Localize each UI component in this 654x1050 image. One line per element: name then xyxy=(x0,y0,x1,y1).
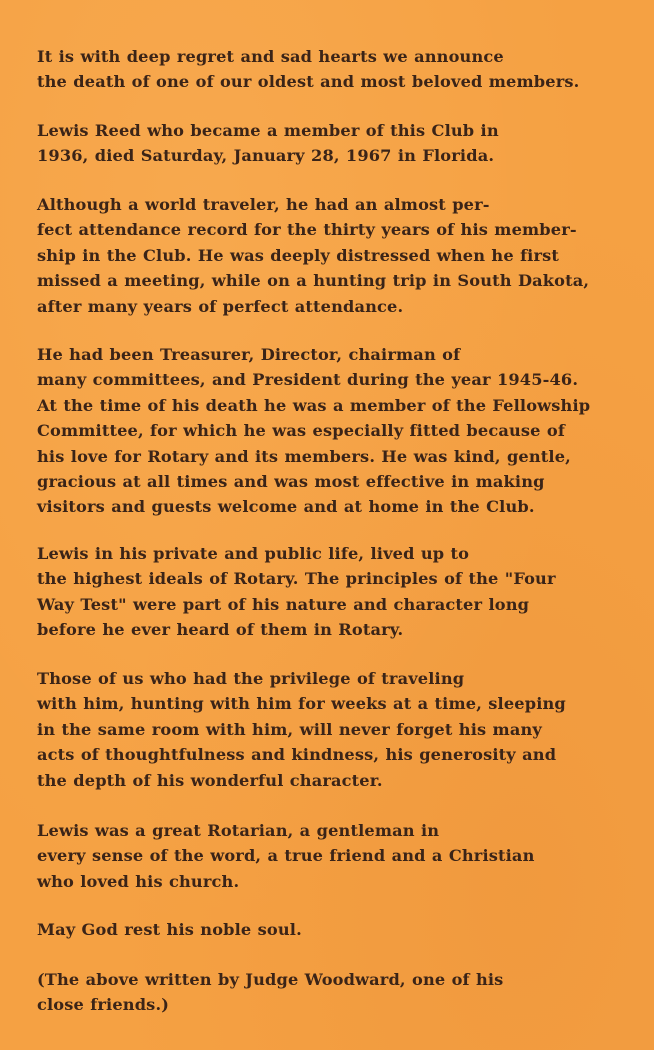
paragraph-blessing: May God rest his noble soul. xyxy=(37,920,302,939)
paragraph-attribution: (The above written by Judge Woodward, one of his close friends.) xyxy=(37,970,504,1015)
paragraph-travels: Those of us who had the privilege of traveling with him, hunting with him for weeks at a time, sleeping in the same room with him, will never forget his many acts of thoughtfulness and kindness, his generosity and the depth of his wonderful character. xyxy=(37,669,566,790)
paragraph-offices: He had been Treasurer, Director, chairman of many committees, and President during the year 1945-46. At the time of his death he was a member of the Fellowship Committee, for which he was especially fitted because of his love for Rotary and its members. He was kind, gentle, gracious at all times and was most effective in making visitors and guests welcome and at home in the Club. xyxy=(37,345,591,517)
paragraph-rotarian: Lewis was a great Rotarian, a gentleman in every sense of the word, a true friend and a Christian who loved his church. xyxy=(37,821,535,891)
paragraph-attendance: Although a world traveler, he had an almost per- fect attendance record for the thirty years of his member- ship in the Club. He was deeply distressed when he first missed a meeting, while on a hunting trip in South Dakota, after many years of perfect attendance. xyxy=(37,195,590,316)
paragraph-announcement: It is with deep regret and sad hearts we announce the death of one of our oldest and most beloved members. xyxy=(37,47,580,92)
paragraph-ideals: Lewis in his private and public life, lived up to the highest ideals of Rotary. The principles of the "Four Way Test" were part of his nature and character long before he ever heard of them in Rotary. xyxy=(37,544,556,640)
paragraph-membership: Lewis Reed who became a member of this Club in 1936, died Saturday, January 28, 1967 in Florida. xyxy=(37,121,499,166)
